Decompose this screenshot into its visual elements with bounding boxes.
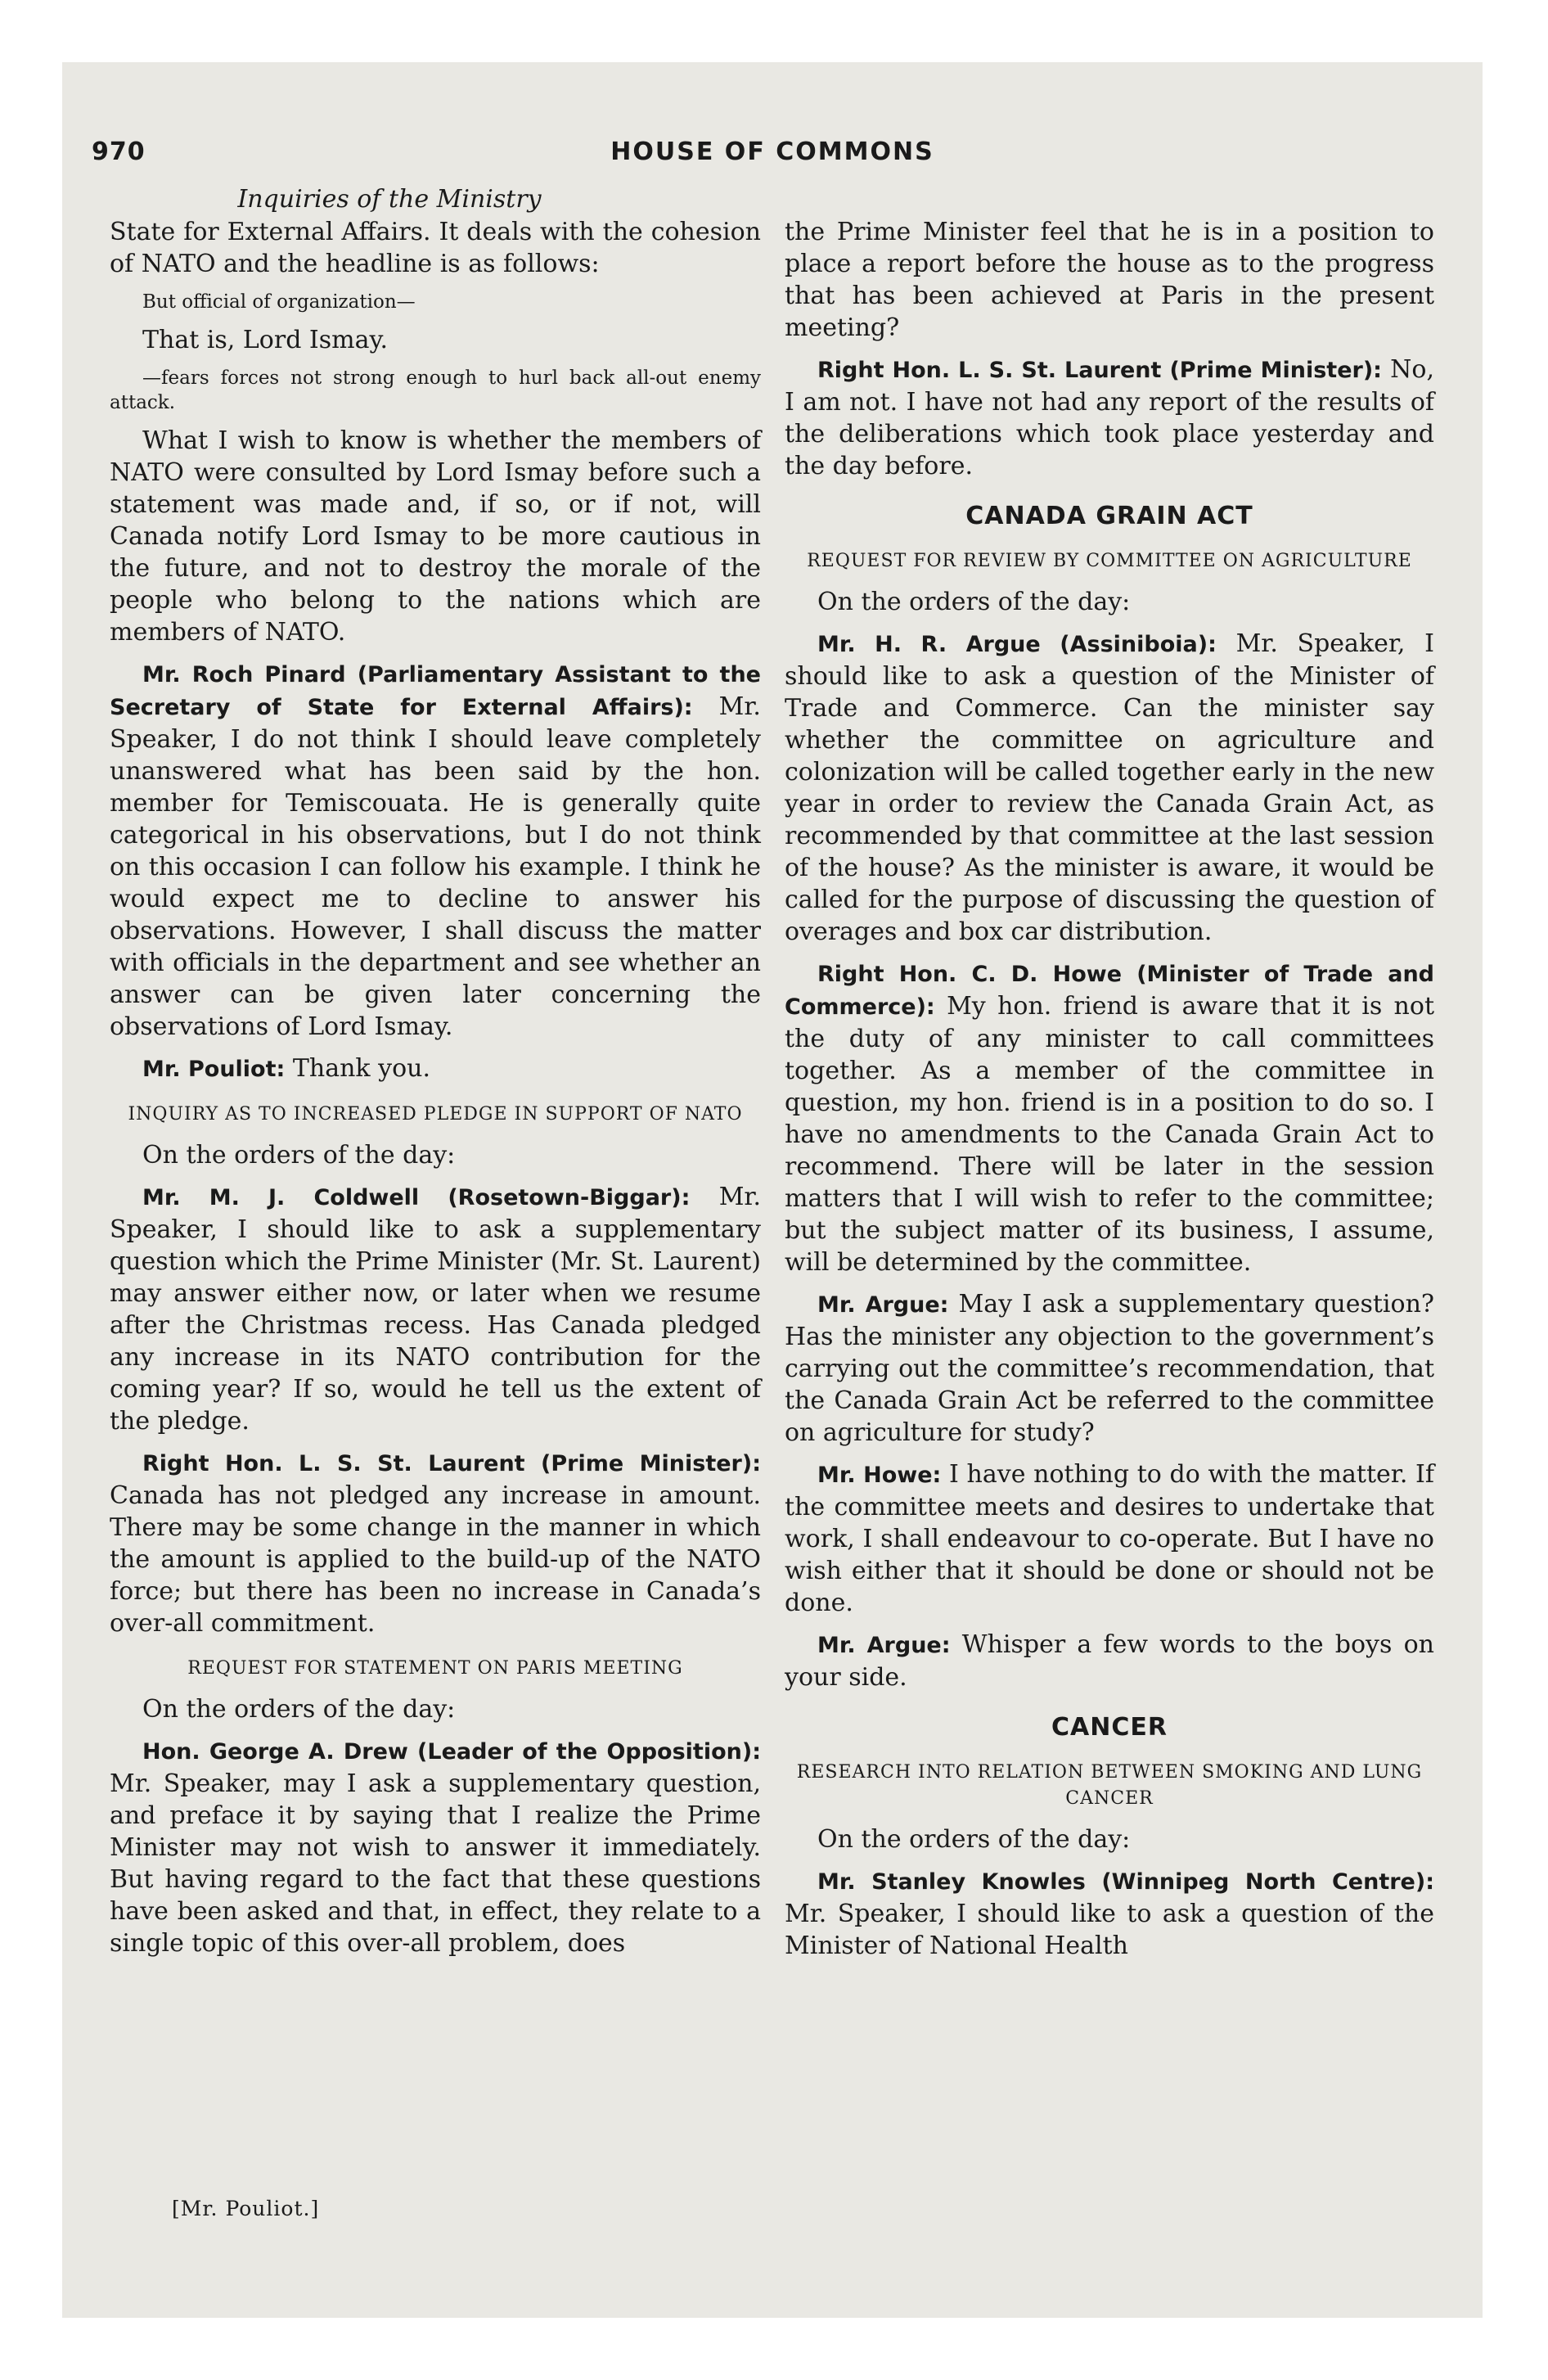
speech [785, 1458, 1434, 1619]
speech-text: Mr. Speaker, I should like to ask a supplementary question which the Prime Minister (Mr. St. Laurent) may answer either now, or later when we resume after the Christmas recess. Has Canada pledged any increase in its NATO contribution for the coming year? If so, would he tell us the extent of the pledge. [110, 1183, 761, 1436]
quotation: —fears forces not strong enough to hurl back all-out enemy attack. [110, 367, 761, 413]
paragraph: On the orders of the day: [817, 588, 1131, 616]
speaker-name: Mr. Stanley Knowles (Winnipeg North Centre): [817, 1869, 1434, 1895]
speaker-name: Mr. Argue: [817, 1633, 951, 1658]
speech [785, 1629, 1434, 1693]
paragraph: That is, Lord Ismay. [142, 326, 389, 354]
speech [785, 354, 1434, 482]
page-footer: [Mr. Pouliot.] [172, 2197, 320, 2220]
paragraph: the Prime Minister feel that he is in a position to place a report before the house as to the progress that has been achieved at Paris in the present meeting? [785, 218, 1434, 342]
left-column [110, 216, 761, 1969]
section-subheading: INQUIRY AS TO INCREASED PLEDGE IN SUPPORT OF NATO [128, 1104, 743, 1125]
paragraph: What I wish to know is whether the members of NATO were consulted by Lord Ismay before such a statement was made and, if so, or if not, will Canada notify Lord Ismay to be more cautious in the future, and not to destroy the morale of the people who belong to the nations which are members of NATO. [110, 426, 761, 647]
speaker-name: Mr. M. J. Coldwell (Rosetown-Biggar): [142, 1185, 691, 1210]
speech [110, 658, 761, 1043]
section-subheading: RESEARCH INTO RELATION BETWEEN SMOKING AND LUNG CANCER [796, 1762, 1423, 1809]
speech-text: Canada has not pledged any increase in amount. There may be some change in the manner in which the amount is applied to the build-up of the NATO force; but there has been no increase in Canada’s over-all commitment. [110, 1481, 761, 1638]
section-title: CANCER [1051, 1713, 1168, 1742]
speaker-name: Right Hon. L. S. St. Laurent (Prime Minister): [817, 358, 1382, 383]
page-number: 970 [92, 137, 146, 166]
section-subheading: REQUEST FOR REVIEW BY COMMITTEE ON AGRICULTURE [807, 551, 1412, 571]
speech [110, 1447, 761, 1639]
speaker-name: Mr. H. R. Argue (Assiniboia): [817, 632, 1217, 657]
quotation: But official of organization— [142, 291, 416, 313]
speaker-name: Mr. Argue: [817, 1292, 949, 1318]
paragraph: On the orders of the day: [142, 1695, 456, 1724]
speech [110, 1053, 761, 1085]
speech [785, 1288, 1434, 1449]
speaker-name: Hon. George A. Drew (Leader of the Opposition): [142, 1739, 761, 1765]
speech-text: No, I am not. I have not had any report of the results of the deliberations which took place yesterday and the day before. [785, 355, 1434, 480]
speech-text: Thank you. [292, 1054, 430, 1083]
section-title: CANADA GRAIN ACT [965, 502, 1253, 530]
speech [785, 958, 1434, 1278]
paragraph: State for External Affairs. It deals with the cohesion of NATO and the headline is as follows: [110, 218, 761, 278]
speech [110, 1181, 761, 1437]
speech-text: I have nothing to do with the matter. If the committee meets and desires to undertake that work, I shall endeavour to co-operate. But I have no wish either that it should be done or should not be done. [785, 1460, 1434, 1617]
speaker-name: Mr. Howe: [817, 1463, 942, 1488]
speaker-name: Right Hon. C. D. Howe (Minister of Trade and Commerce): [785, 962, 1434, 1020]
speech-text: May I ask a supplementary question? Has the minister any objection to the government’s carrying out the committee’s recommendation, that the Canada Grain Act be referred to the committee on agriculture for study? [785, 1290, 1434, 1447]
speech-text: My hon. friend is aware that it is not the duty of any minister to call committees together. As a member of the committee in question, my hon. friend is in a position to do so. I have no amendments to the Canada Grain Act to recommend. There will be later in the session matters that I will wish to refer to the committee; but the subject matter of its business, I assume, will be determined by the committee. [785, 992, 1434, 1277]
page-subtitle: Inquiries of the Ministry [237, 185, 542, 214]
section-subheading: REQUEST FOR STATEMENT ON PARIS MEETING [187, 1658, 683, 1679]
speech-text: Mr. Speaker, I should like to ask a question of the Minister of Trade and Commerce. Can the minister say whether the committee on agriculture and colonization will be called together early in the new year in order to review the Canada Grain Act, as recommended by that committee at the last session of the house? As the minister is aware, it would be called for the purpose of discussing the question of overages and box car distribution. [785, 629, 1434, 946]
speech [110, 1735, 761, 1959]
page-header [92, 137, 1453, 170]
speech-text: Mr. Speaker, I do not think I should leave completely unanswered what has been said by the hon. member for Temiscouata. He is generally quite categorical in his observations, but I do not think on this occasion I can follow his example. I think he would expect me to decline to answer his observations. However, I shall discuss the matter with officials in the department and see whether an answer can be given later concerning the observations of Lord Ismay. [110, 692, 761, 1041]
paragraph: On the orders of the day: [817, 1825, 1131, 1854]
right-column [785, 216, 1434, 1972]
speech [785, 628, 1434, 948]
running-head: HOUSE OF COMMONS [610, 137, 934, 166]
speaker-name: Mr. Roch Pinard (Parliamentary Assistant to the Secretary of State for External Affairs): [110, 662, 761, 720]
speech-text: Mr. Speaker, may I ask a supplementary question, and preface it by saying that I realize the Prime Minister may not wish to answer it immediately. But having regard to the fact that these questions have been asked and that, in effect, they relate to a single topic of this over-all problem, does [110, 1769, 761, 1958]
speech-text: Whisper a few words to the boys on your side. [785, 1630, 1434, 1692]
page [62, 62, 1483, 2318]
speech-text: Mr. Speaker, I should like to ask a question of the Minister of National Health [785, 1900, 1434, 1960]
speech [785, 1865, 1434, 1962]
paragraph: On the orders of the day: [142, 1141, 456, 1170]
speaker-name: Right Hon. L. S. St. Laurent (Prime Minister): [142, 1451, 761, 1476]
speaker-name: Mr. Pouliot: [142, 1057, 286, 1082]
